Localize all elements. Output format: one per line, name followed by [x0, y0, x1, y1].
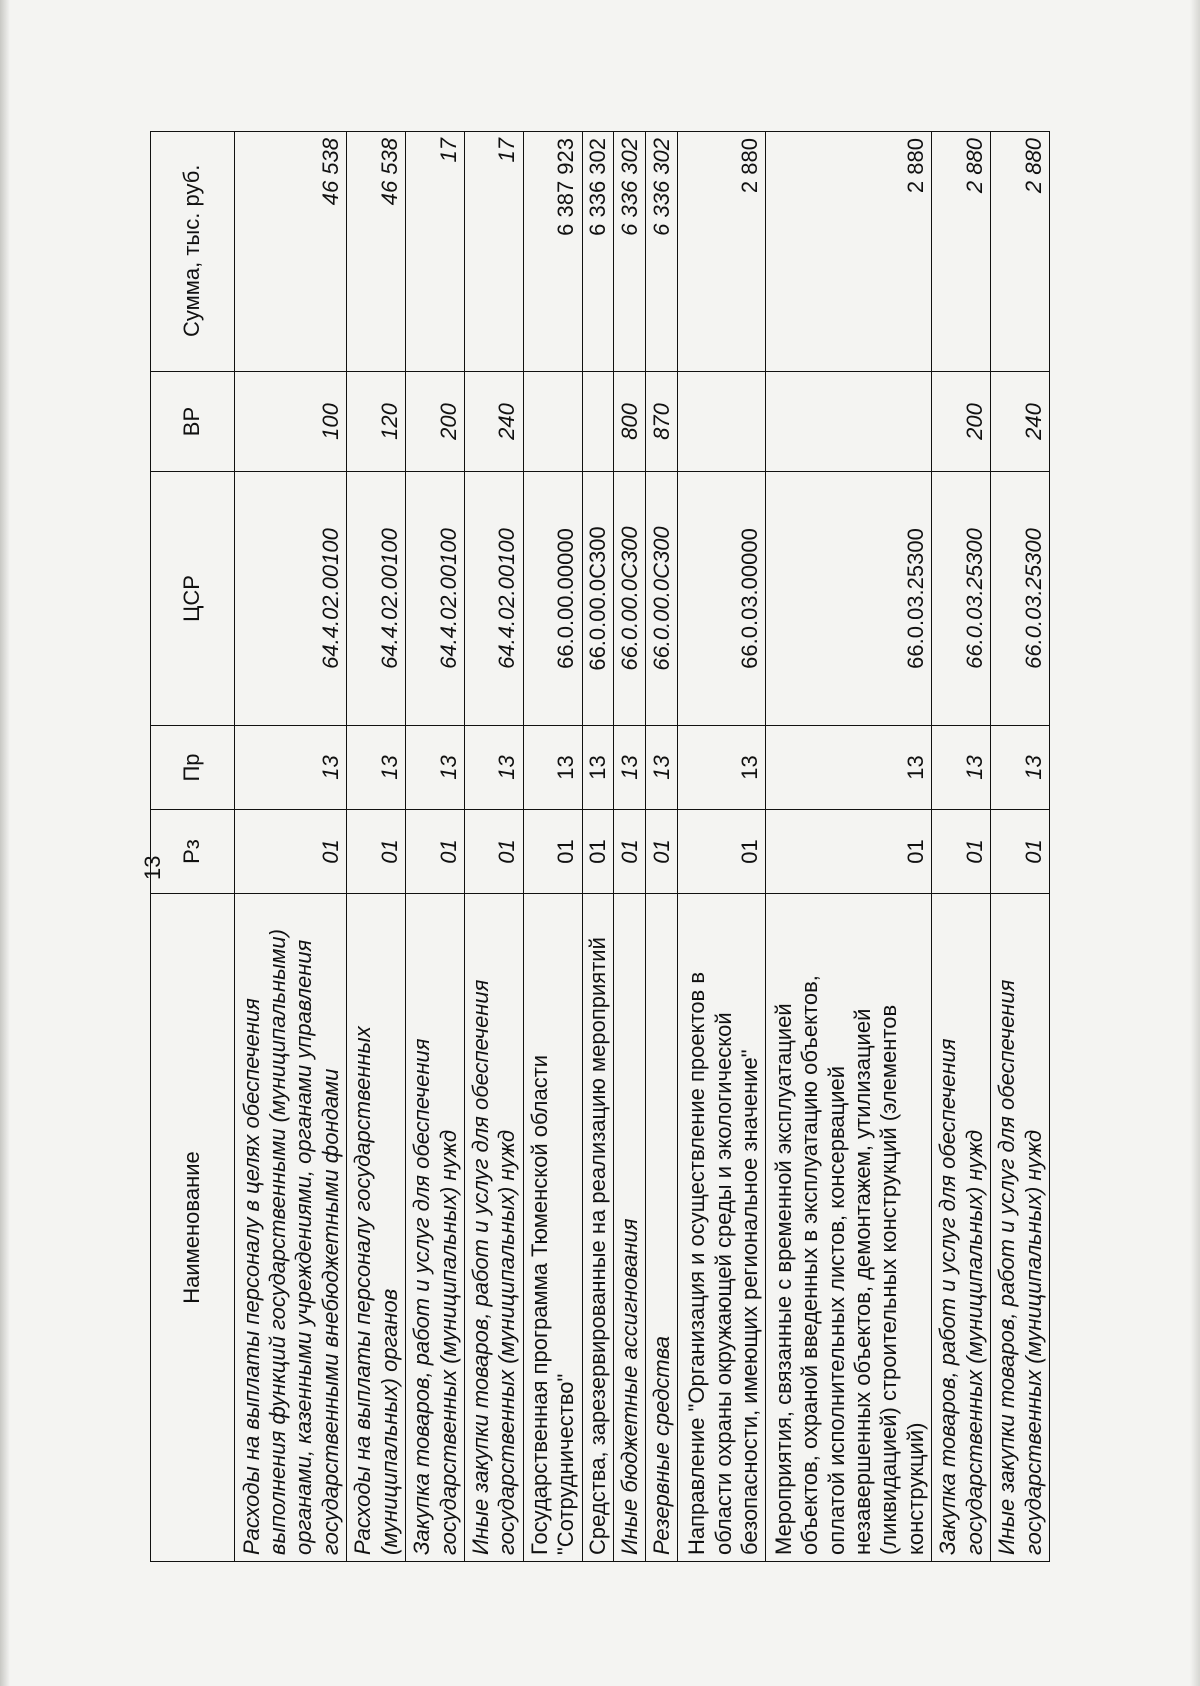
- header-name: Наименование: [151, 894, 235, 1562]
- row-rz-cell: 01: [766, 810, 932, 894]
- row-pr-cell: 13: [766, 726, 932, 810]
- scan-edge-left: [0, 0, 10, 1686]
- table-row: [614, 132, 646, 1562]
- row-vr-cell: 200: [932, 372, 991, 472]
- row-rz-cell: 01: [932, 810, 991, 894]
- row-name-cell: Мероприятия, связанные с временной эксплуатацией объектов, охраной введенных в эксплуатацию объектов, оплатой исполнительных листов, консервацией незавершенных объектов, демонтажем, утилизацией (ликвидацией) строительных конструкций (элементов конструкций): [766, 894, 932, 1562]
- row-csr-cell: 66.0.00.0С300: [582, 472, 614, 726]
- row-pr-cell: 13: [646, 726, 678, 810]
- header-vr: ВР: [151, 372, 235, 472]
- row-rz-cell: 01: [406, 810, 465, 894]
- header-csr: ЦСР: [151, 472, 235, 726]
- row-rz-cell: 01: [523, 810, 582, 894]
- row-vr-cell: [582, 372, 614, 472]
- row-pr-cell: 13: [406, 726, 465, 810]
- row-pr-cell: 13: [991, 726, 1050, 810]
- row-rz-cell: 01: [582, 810, 614, 894]
- row-csr-cell: 64.4.02.00100: [347, 472, 406, 726]
- row-rz-cell: 01: [235, 810, 347, 894]
- scan-edge-right: [1190, 0, 1200, 1686]
- row-sum-cell: 2 880: [932, 132, 991, 372]
- row-sum-cell: 2 880: [766, 132, 932, 372]
- row-csr-cell: 64.4.02.00100: [406, 472, 465, 726]
- table-row: [406, 132, 465, 1562]
- row-vr-cell: [766, 372, 932, 472]
- row-sum-cell: 2 880: [678, 132, 766, 372]
- row-csr-cell: 66.0.00.0С300: [614, 472, 646, 726]
- row-rz-cell: 01: [464, 810, 523, 894]
- row-vr-cell: 800: [614, 372, 646, 472]
- table-row: [932, 132, 991, 1562]
- row-pr-cell: 13: [582, 726, 614, 810]
- table-row: [766, 132, 932, 1562]
- row-vr-cell: [678, 372, 766, 472]
- table-row: [678, 132, 766, 1562]
- row-sum-cell: 2 880: [991, 132, 1050, 372]
- row-csr-cell: 66.0.03.00000: [678, 472, 766, 726]
- row-rz-cell: 01: [347, 810, 406, 894]
- row-vr-cell: 870: [646, 372, 678, 472]
- row-rz-cell: 01: [614, 810, 646, 894]
- rotated-table-wrapper: [150, 132, 1050, 1562]
- row-sum-cell: 6 336 302: [614, 132, 646, 372]
- row-sum-cell: 46 538: [235, 132, 347, 372]
- row-csr-cell: 64.4.02.00100: [235, 472, 347, 726]
- row-name-cell: Средства, зарезервированные на реализацию мероприятий: [582, 894, 614, 1562]
- header-pr: Пр: [151, 726, 235, 810]
- row-vr-cell: 200: [406, 372, 465, 472]
- row-pr-cell: 13: [678, 726, 766, 810]
- table-row: [582, 132, 614, 1562]
- row-vr-cell: [523, 372, 582, 472]
- row-vr-cell: 240: [991, 372, 1050, 472]
- row-sum-cell: 17: [464, 132, 523, 372]
- row-name-cell: Иные закупки товаров, работ и услуг для обеспечения государственных (муниципальных) нужд: [464, 894, 523, 1562]
- budget-table: [150, 131, 1050, 1562]
- table-row: [235, 132, 347, 1562]
- table-row: [523, 132, 582, 1562]
- row-name-cell: Иные закупки товаров, работ и услуг для обеспечения государственных (муниципальных) нужд: [991, 894, 1050, 1562]
- row-csr-cell: 66.0.00.0С300: [646, 472, 678, 726]
- row-pr-cell: 13: [235, 726, 347, 810]
- row-csr-cell: 66.0.03.25300: [932, 472, 991, 726]
- table-row: [347, 132, 406, 1562]
- row-csr-cell: 64.4.02.00100: [464, 472, 523, 726]
- row-name-cell: Направление "Организация и осуществление проектов в области охраны окружающей среды и экологической безопасности, имеющих региональное значение": [678, 894, 766, 1562]
- row-rz-cell: 01: [678, 810, 766, 894]
- table-body: [235, 132, 1050, 1562]
- table-row: [646, 132, 678, 1562]
- row-name-cell: Резервные средства: [646, 894, 678, 1562]
- row-sum-cell: 6 387 923: [523, 132, 582, 372]
- row-name-cell: Закупка товаров, работ и услуг для обеспечения государственных (муниципальных) нужд: [932, 894, 991, 1562]
- row-rz-cell: 01: [991, 810, 1050, 894]
- row-name-cell: Расходы на выплаты персоналу в целях обеспечения выполнения функций государственными (муниципальными) органами, казенными учреждениями, органами управления государственными внебюджетными фондами: [235, 894, 347, 1562]
- header-row: [151, 132, 235, 1562]
- row-sum-cell: 6 336 302: [582, 132, 614, 372]
- row-pr-cell: 13: [464, 726, 523, 810]
- row-vr-cell: 100: [235, 372, 347, 472]
- header-rz: Рз: [151, 810, 235, 894]
- row-pr-cell: 13: [614, 726, 646, 810]
- row-name-cell: Государственная программа Тюменской области "Сотрудничество": [523, 894, 582, 1562]
- row-pr-cell: 13: [523, 726, 582, 810]
- row-vr-cell: 120: [347, 372, 406, 472]
- row-name-cell: Закупка товаров, работ и услуг для обеспечения государственных (муниципальных) нужд: [406, 894, 465, 1562]
- row-name-cell: Иные бюджетные ассигнования: [614, 894, 646, 1562]
- row-sum-cell: 6 336 302: [646, 132, 678, 372]
- row-csr-cell: 66.0.00.00000: [523, 472, 582, 726]
- row-vr-cell: 240: [464, 372, 523, 472]
- page-number: 13: [140, 855, 165, 880]
- row-pr-cell: 13: [347, 726, 406, 810]
- row-name-cell: Расходы на выплаты персоналу государственных (муниципальных) органов: [347, 894, 406, 1562]
- table-row: [991, 132, 1050, 1562]
- row-csr-cell: 66.0.03.25300: [766, 472, 932, 726]
- row-sum-cell: 46 538: [347, 132, 406, 372]
- row-sum-cell: 17: [406, 132, 465, 372]
- row-csr-cell: 66.0.03.25300: [991, 472, 1050, 726]
- row-pr-cell: 13: [932, 726, 991, 810]
- table-row: [464, 132, 523, 1562]
- header-sum: Сумма, тыс. руб.: [151, 132, 235, 372]
- row-rz-cell: 01: [646, 810, 678, 894]
